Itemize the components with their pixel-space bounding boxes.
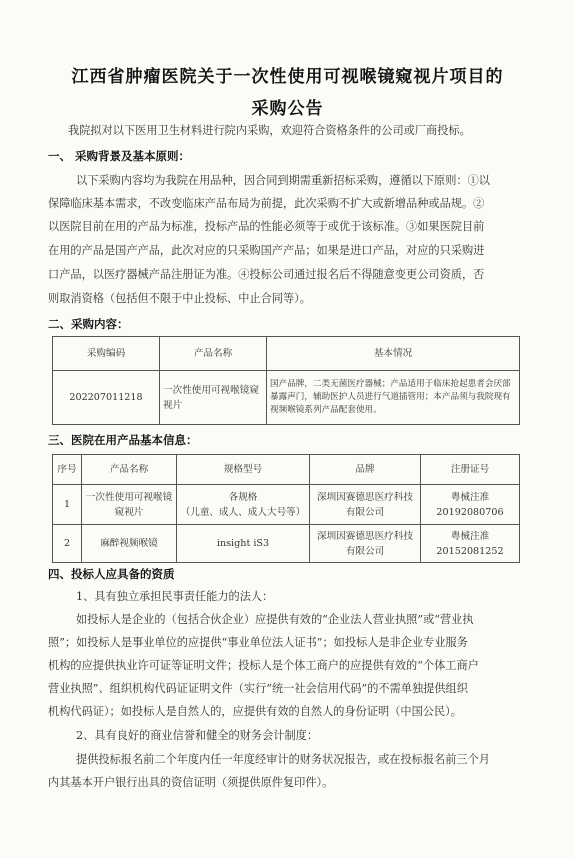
section1-heading: 一、 采购背景及基本原则： — [48, 149, 191, 163]
cell-name: 一次性使用可视喉镜窥视片 — [160, 371, 267, 425]
intro-paragraph: 我院拟对以下医用卫生材料进行院内采购，欢迎符合资格条件的公司或厂商投标。 — [68, 124, 471, 137]
section1-line: 以下采购内容均为我院在用品种，因合同到期需重新招标采购，遵循以下原则：①以 — [76, 174, 490, 187]
cell-description: 国产品牌，二类无菌医疗器械；产品适用于临床抢起患者会厌部暴露声门，辅助医护人员进行气道插管用；本产品须与我院现有视频喉镜系列产品配套使用。 — [267, 371, 520, 425]
column-header: 注册证号 — [421, 455, 520, 485]
cell-spec: 各规格 （儿童、成人、成人大号等） — [177, 485, 310, 525]
section4-item1-line: 机构的应提供执业许可证等证明文件；投标人是个体工商户的应提供有效的“个体工商户 — [48, 659, 479, 672]
cell-no: 1 — [53, 485, 82, 525]
section1-line: 以医院目前在用的产品为标准，投标产品的性能必须等于或优于该标准。③如果医院目前 — [48, 220, 485, 233]
section1-line: 保障临床基本需求，不改变临床产品布局为前提，此次采购不扩大或新增品种或品规。② — [48, 197, 485, 210]
cell-name: 一次性使用可视喉镜窥视片 — [82, 485, 177, 525]
table-header-row — [53, 337, 520, 371]
section4-item2-line: 内其基本开户银行出具的资信证明（须提供原件复印件）。 — [48, 776, 334, 789]
column-header: 品牌 — [310, 455, 421, 485]
document-title-line1: 江西省肿瘤医院关于一次性使用可视喉镜窥视片项目的 — [71, 67, 504, 87]
product-info-table — [52, 454, 520, 563]
cell-no: 2 — [53, 525, 82, 563]
column-header: 序号 — [53, 455, 82, 485]
table-row — [53, 371, 520, 425]
section3-heading: 三、医院在用产品基本信息： — [48, 433, 198, 447]
section4-item1-line: 机构代码证）；如投标人是自然人的，应提供有效的自然人的身份证明（中国公民）。 — [48, 705, 462, 718]
table-header-row — [53, 455, 520, 485]
cell-code: 202207011218 — [53, 371, 160, 425]
cell-brand: 深圳因赛德思医疗科技有限公司 — [310, 485, 421, 525]
section2-heading: 二、采购内容： — [48, 317, 129, 331]
cell-brand: 深圳因赛德思医疗科技有限公司 — [310, 525, 421, 563]
section4-item1: 1、具有独立承担民事责任能力的法人： — [76, 590, 274, 603]
section4-item1-line: 照”；如投标人是事业单位的应提供“事业单位法人证书”；如投标人是非企业专业服务 — [48, 636, 468, 649]
column-header: 采购编码 — [53, 337, 160, 371]
document-title-line2: 采购公告 — [251, 99, 324, 119]
section4-item2: 2、具有良好的商业信誉和健全的财务会计制度： — [76, 729, 319, 742]
procurement-table — [52, 336, 520, 425]
section4-item1-line: 营业执照”、组织机构代码证证明文件（实行“统一社会信用代码”的不需单独提供组织 — [48, 682, 468, 695]
table-row — [53, 525, 520, 563]
cell-spec: insight iS3 — [177, 525, 310, 563]
section4-heading: 四、投标人应具备的资质 — [48, 567, 175, 581]
section4-item2-line: 提供投标报名前二个年度内任一年度经审计的财务状况报告，或在投标报名前三个月 — [76, 753, 490, 766]
column-header: 基本情况 — [267, 337, 520, 371]
section1-line: 口产品，以医疗器械产品注册证为准。④投标公司通过报名后不得随意变更公司资质，否 — [48, 268, 485, 281]
column-header: 产品名称 — [82, 455, 177, 485]
section1-line: 则取消资格（包括但不限于中止投标、中止合同等）。 — [48, 292, 311, 305]
section4-item1-line: 如投标人是企业的（包括合伙企业）应提供有效的“企业法人营业执照”或“营业执 — [76, 613, 474, 626]
cell-name: 麻醉视频喉镜 — [82, 525, 177, 563]
column-header: 产品名称 — [160, 337, 267, 371]
cell-reg: 粤械注准 20152081252 — [421, 525, 520, 563]
cell-reg: 粤械注准 20192080706 — [421, 485, 520, 525]
column-header: 规格型号 — [177, 455, 310, 485]
section1-line: 在用的产品是国产产品，此次对应的只采购国产产品；如果是进口产品，对应的只采购进 — [48, 244, 485, 257]
table-row — [53, 485, 520, 525]
